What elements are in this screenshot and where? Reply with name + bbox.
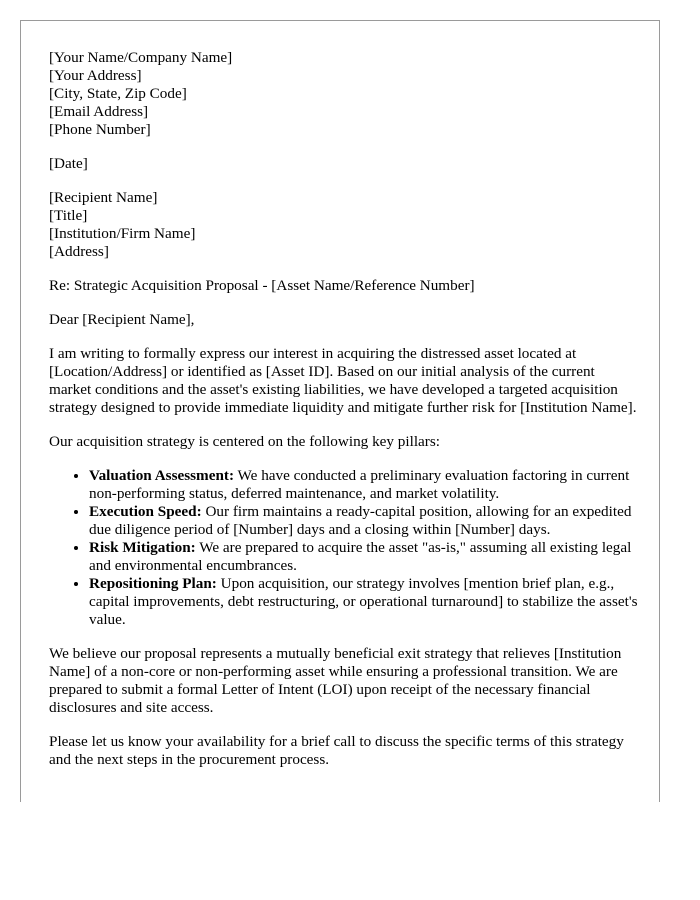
recipient-title: [Title] xyxy=(49,207,88,224)
pillar-title: Execution Speed: xyxy=(89,503,202,520)
pillar-item xyxy=(89,575,639,629)
closing-paragraph: We believe our proposal represents a mutually beneficial exit strategy that relieves [Institution Name] of a non-core or non-performing asset while ensuring a professional transition. We are prepared to submit a formal Letter of Intent (LOI) upon receipt of the necessary financial disclosures and site access. xyxy=(49,645,622,716)
recipient-institution: [Institution/Firm Name] xyxy=(49,225,196,242)
recipient-address: [Address] xyxy=(49,243,109,260)
recipient-block xyxy=(49,189,639,261)
final-paragraph: Please let us know your availability for a brief call to discuss the specific terms of this strategy and the next steps in the procurement process. xyxy=(49,733,624,768)
subject-line: Re: Strategic Acquisition Proposal - [Asset Name/Reference Number] xyxy=(49,277,475,294)
intro-paragraph: I am writing to formally express our interest in acquiring the distressed asset located at [Location/Address] or identified as [Asset ID]. Based on our initial analysis of the current market conditions and the asset's existing liabilities, we have developed a targeted acquisition strategy designed to provide immediate liquidity and mitigate further risk for [Institution Name]. xyxy=(49,345,637,416)
sender-address: [Your Address] xyxy=(49,67,142,84)
pillars-intro: Our acquisition strategy is centered on the following key pillars: xyxy=(49,433,440,450)
pillar-text: We are prepared to acquire the asset "as-is," assuming all existing legal and environmental encumbrances. xyxy=(89,539,632,574)
pillar-item xyxy=(89,503,639,539)
sender-phone: [Phone Number] xyxy=(49,121,151,138)
pillar-item xyxy=(89,467,639,503)
sender-name: [Your Name/Company Name] xyxy=(49,49,233,66)
pillar-title: Valuation Assessment: xyxy=(89,467,235,484)
recipient-name: [Recipient Name] xyxy=(49,189,158,206)
letter-date: [Date] xyxy=(49,155,88,172)
letter-content xyxy=(49,49,639,785)
sender-email: [Email Address] xyxy=(49,103,149,120)
pillar-item xyxy=(89,539,639,575)
date-block xyxy=(49,155,639,173)
pillars-list xyxy=(49,467,639,629)
pillar-title: Risk Mitigation: xyxy=(89,539,196,556)
sender-city-state-zip: [City, State, Zip Code] xyxy=(49,85,187,102)
letter-page xyxy=(20,20,660,802)
salutation: Dear [Recipient Name], xyxy=(49,311,195,328)
sender-block xyxy=(49,49,639,139)
pillar-title: Repositioning Plan: xyxy=(89,575,217,592)
pillar-text: Our firm maintains a ready-capital position, allowing for an expedited due diligence period of [Number] days and a closing within [Number] days. xyxy=(89,503,632,538)
pillar-text: We have conducted a preliminary evaluation factoring in current non-performing status, deferred maintenance, and market volatility. xyxy=(89,467,630,502)
pillar-text: Upon acquisition, our strategy involves [mention brief plan, e.g., capital improvements, debt restructuring, or operational turnaround] to stabilize the asset's value. xyxy=(89,575,638,628)
